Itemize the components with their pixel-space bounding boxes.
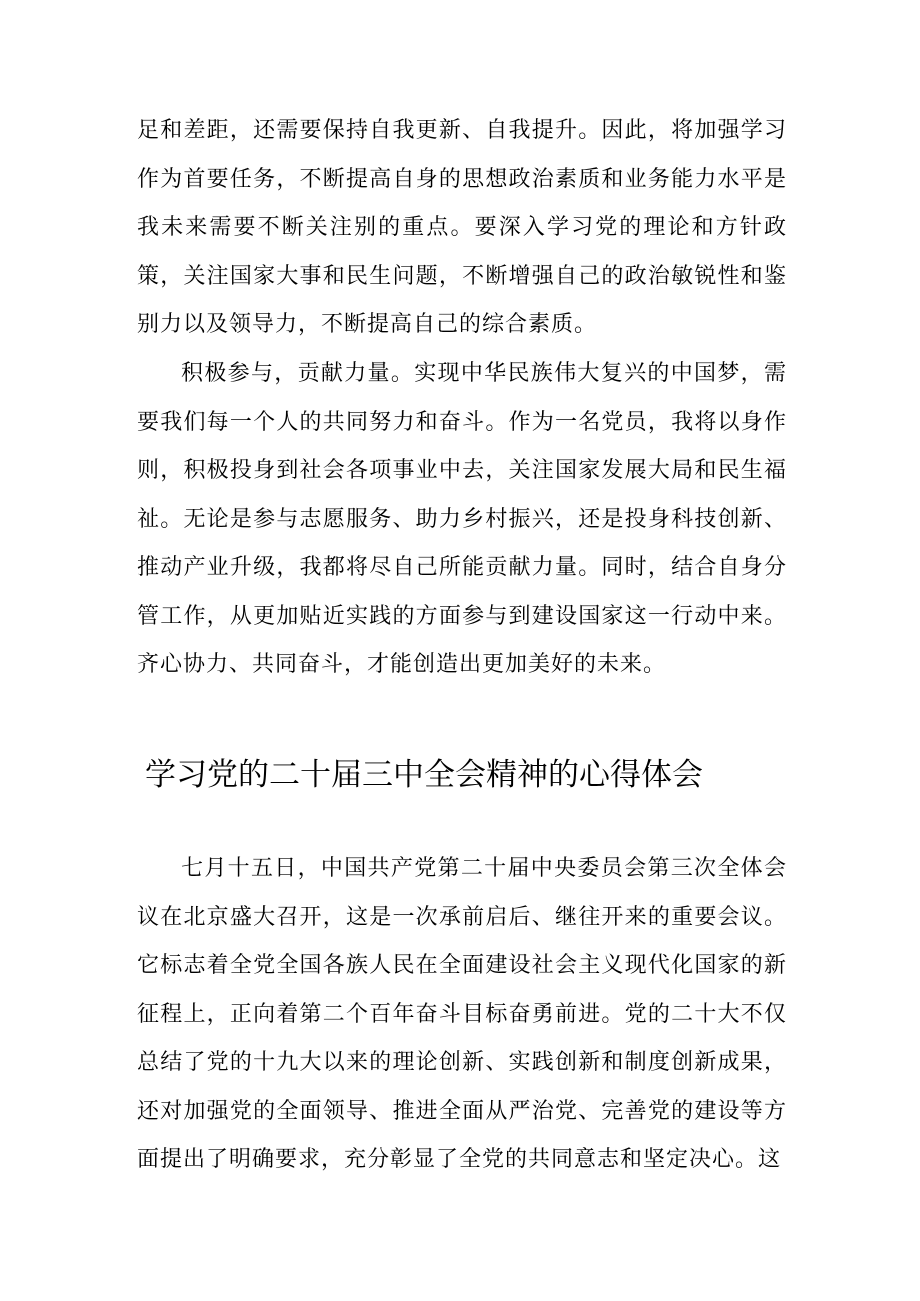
body-paragraph-continued: 足和差距，还需要保持自我更新、自我提升。因此，将加强学习作为首要任务，不断提高自身的思想政治素质和业务能力水平是我未来需要不断关注别的重点。要深入学习党的理论和方针政策，关注国家大事和民生问题，不断增强自己的政治敏锐性和鉴别力以及领导力，不断提高自己的综合素质。 <box>137 118 787 337</box>
body-paragraph: 七月十五日，中国共产党第二十届中央委员会第三次全体会议在北京盛大召开，这是一次承前启后、继往开来的重要会议。它标志着全党全国各族人民在全面建设社会主义现代化国家的新征程上，正向着第二个百年奋斗目标奋勇前进。党的二十大不仅总结了党的十九大以来的理论创新、实践创新和制度创新成果，还对加强党的全面领导、推进全面从严治党、完善党的建设等方面提出了明确要求，充分彰显了全党的共同意志和坚定决心。这 <box>137 856 787 1172</box>
section-heading: 学习党的二十届三中全会精神的心得体会 <box>145 757 703 793</box>
body-paragraph: 积极参与，贡献力量。实现中华民族伟大复兴的中国梦，需要我们每一个人的共同努力和奋斗。作为一名党员，我将以身作则，积极投身到社会各项事业中去，关注国家发展大局和民生福祉。无论是参与志愿服务、助力乡村振兴，还是投身科技创新、推动产业升级，我都将尽自己所能贡献力量。同时，结合自身分管工作，从更加贴近实践的方面参与到建设国家这一行动中来。齐心协力、共同奋斗，才能创造出更加美好的未来。 <box>137 361 787 677</box>
